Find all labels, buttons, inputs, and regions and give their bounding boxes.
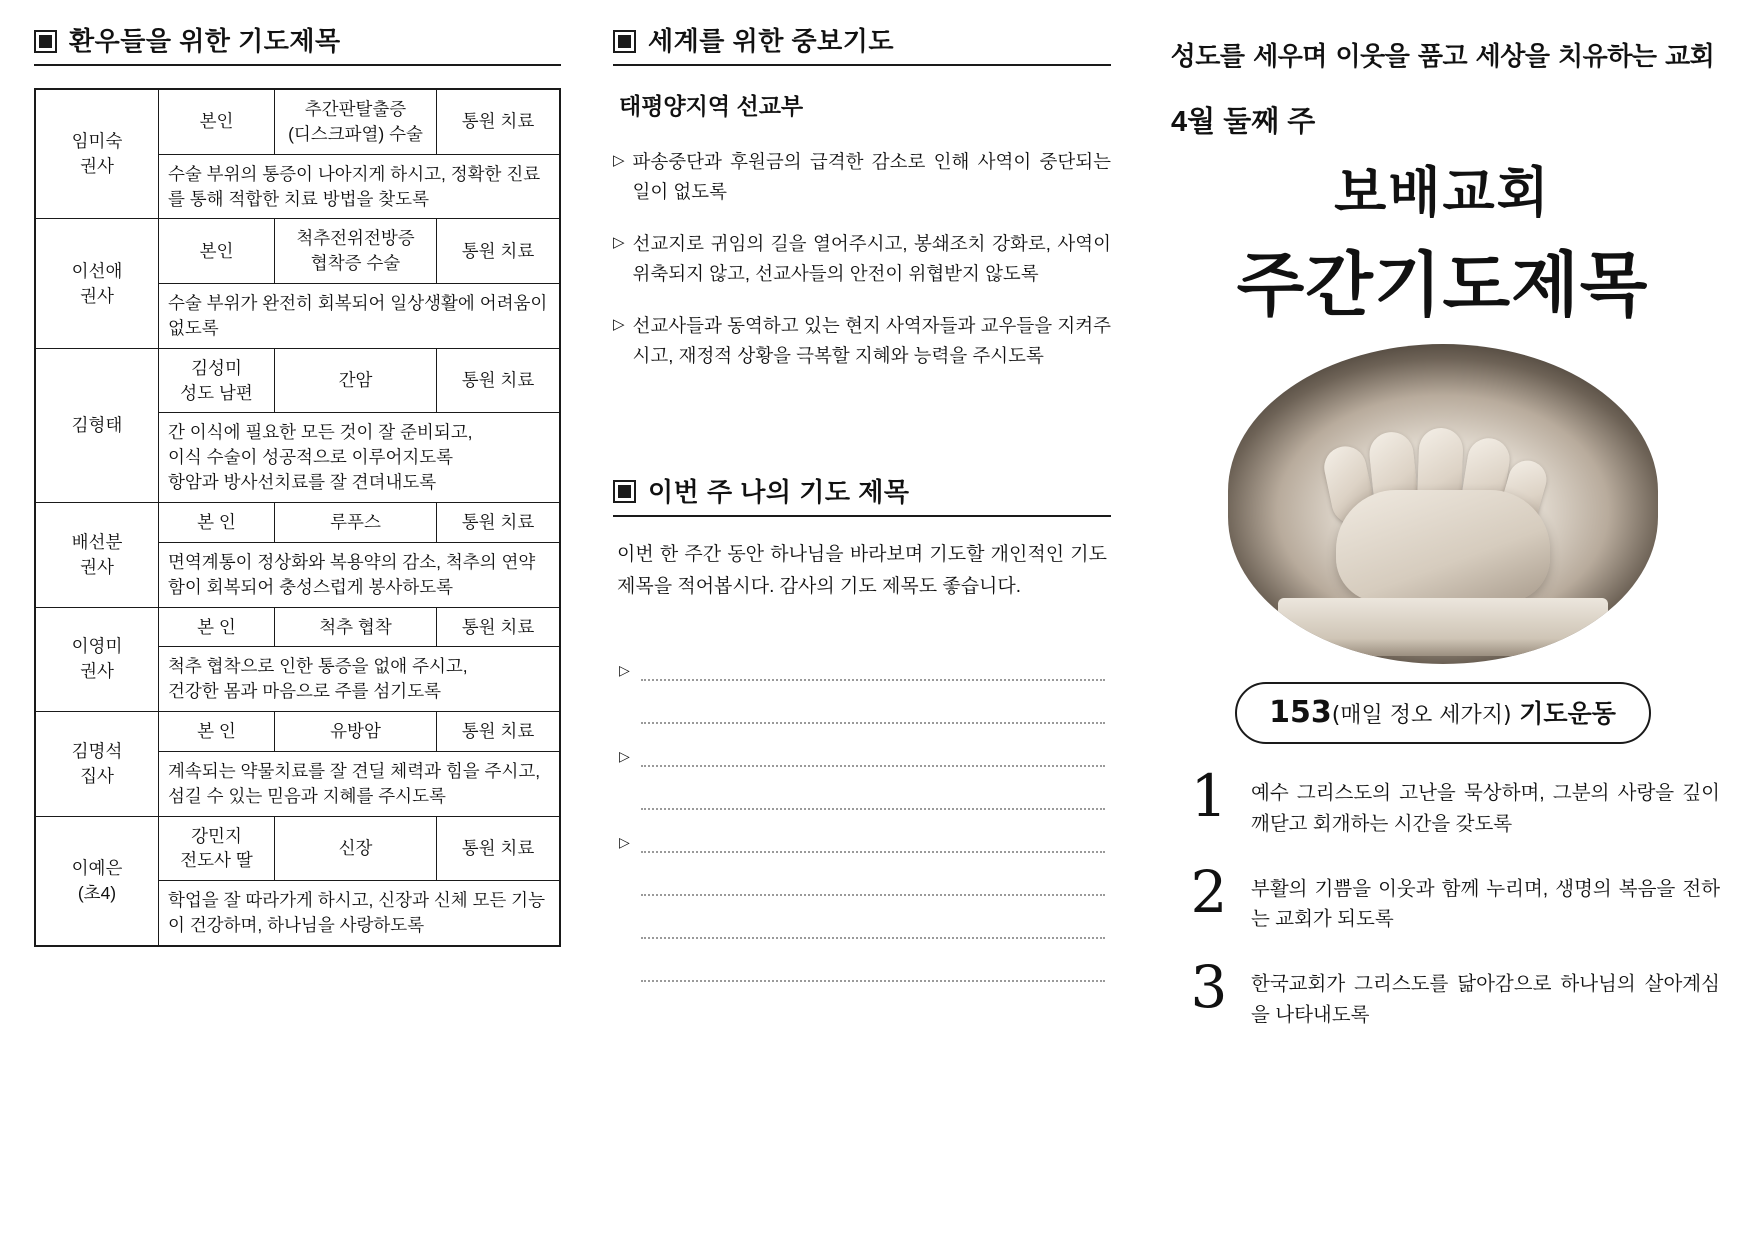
triangle-bullet-icon: ▷ xyxy=(613,315,625,333)
table-row xyxy=(35,89,560,154)
prayer-step-number: 1 xyxy=(1190,762,1228,830)
treatment-status: 통원 치료 xyxy=(437,348,561,413)
patient-name: 김명석 집사 xyxy=(35,712,159,817)
patient-name: 배선분 권사 xyxy=(35,502,159,607)
world-prayer-item xyxy=(613,147,1111,207)
prayer-detail: 면역계통이 정상화와 복용약의 감소, 척추의 연약함이 회복되어 충성스럽게 봉사하도록 xyxy=(159,542,561,607)
hands-illustration xyxy=(1318,428,1568,618)
treatment-status: 통원 치료 xyxy=(437,816,561,881)
sick-prayer-table xyxy=(34,88,561,947)
table-row xyxy=(35,502,560,542)
treatment-status: 통원 치료 xyxy=(437,89,561,154)
disease-name: 척추전위전방증 협착증 수술 xyxy=(275,219,437,284)
my-prayer-write-lines[interactable] xyxy=(619,638,1105,982)
prayer-detail: 수술 부위의 통증이 나아지게 하시고, 정확한 진료를 통해 적합한 치료 방법을 찾도록 xyxy=(159,154,561,219)
prayer-subject: 본 인 xyxy=(159,502,275,542)
prayer-subject: 본 인 xyxy=(159,712,275,752)
dotted-rule xyxy=(641,808,1105,810)
church-name: 보배교회 xyxy=(1334,161,1551,224)
dotted-rule xyxy=(641,722,1105,724)
left-column xyxy=(34,28,579,1219)
world-prayer-item xyxy=(613,229,1111,289)
prayer-subject: 본인 xyxy=(159,219,275,284)
patient-name: 김형태 xyxy=(35,348,159,502)
world-prayer-list xyxy=(613,147,1111,371)
my-prayer-heading xyxy=(613,476,1111,517)
patient-name: 이선애 권사 xyxy=(35,219,159,348)
world-prayer-subtitle: 태평양지역 선교부 xyxy=(619,93,804,119)
middle-column xyxy=(579,28,1139,1219)
write-line[interactable] xyxy=(619,681,1105,724)
badge-bold: 기도운동 xyxy=(1519,699,1616,728)
triangle-bullet-icon: ▷ xyxy=(619,834,630,851)
prayer-step xyxy=(1183,857,1720,936)
prayer-subject: 김성미 성도 남편 xyxy=(159,348,275,413)
week-label: 4월 둘째 주 xyxy=(1171,106,1316,138)
sick-prayer-table-body xyxy=(35,89,560,946)
dotted-rule xyxy=(641,851,1105,853)
praying-hands-photo xyxy=(1228,344,1658,664)
dotted-rule xyxy=(641,894,1105,896)
prayer-step-text: 예수 그리스도의 고난을 묵상하며, 그분의 사랑을 깊이 깨닫고 회개하는 시간을 갖도록 xyxy=(1251,782,1720,835)
disease-name: 신장 xyxy=(275,816,437,881)
prayer-steps-list xyxy=(1183,762,1720,1031)
palm-shape xyxy=(1336,490,1550,602)
treatment-status: 통원 치료 xyxy=(437,607,561,647)
line-spacer xyxy=(619,978,633,982)
prayer-detail: 계속되는 약물치료를 잘 견딜 체력과 힘을 주시고, 섬길 수 있는 믿음과 지혜를 주시도록 xyxy=(159,751,561,816)
prayer-detail: 학업을 잘 따라가게 하시고, 신장과 신체 모든 기능이 건강하며, 하나님을 사랑하도록 xyxy=(159,881,561,946)
treatment-status: 통원 치료 xyxy=(437,219,561,284)
patient-name: 이영미 권사 xyxy=(35,607,159,712)
line-spacer xyxy=(619,935,633,939)
prayer-step-number: 2 xyxy=(1190,857,1228,926)
prayer-detail: 척추 협착으로 인한 통증을 없애 주시고, 건강한 몸과 마음으로 주를 섬기도록 xyxy=(159,647,561,712)
disease-name: 간암 xyxy=(275,348,437,413)
prayer-step xyxy=(1183,953,1720,1031)
prayer-movement-badge xyxy=(1235,682,1651,744)
patient-name: 임미숙 권사 xyxy=(35,89,159,219)
prayer-detail: 수술 부위가 완전히 회복되어 일상생활에 어려움이 없도록 xyxy=(159,284,561,349)
prayer-subject: 본 인 xyxy=(159,607,275,647)
disease-name: 유방암 xyxy=(275,712,437,752)
dotted-rule xyxy=(641,679,1105,681)
write-line[interactable] xyxy=(619,939,1105,982)
write-line[interactable] xyxy=(619,853,1105,896)
table-row xyxy=(35,219,560,284)
sick-prayer-heading xyxy=(34,28,561,66)
disease-name: 척추 협착 xyxy=(275,607,437,647)
write-line[interactable] xyxy=(619,724,1105,767)
disease-name: 루푸스 xyxy=(275,502,437,542)
right-column xyxy=(1139,28,1728,1219)
table-row xyxy=(35,607,560,647)
write-line[interactable] xyxy=(619,638,1105,681)
my-prayer-heading-label: 이번 주 나의 기도 제목 xyxy=(648,476,910,507)
dotted-rule xyxy=(641,765,1105,767)
world-prayer-item-text: 선교지로 귀임의 길을 열어주시고, 봉쇄조치 강화로, 사역이 위축되지 않고, 선교사들의 안전이 위협받지 않도록 xyxy=(632,232,1111,284)
square-bullet-icon xyxy=(613,30,636,53)
table-row xyxy=(35,348,560,413)
disease-name: 추간판탈출증 (디스크파열) 수술 xyxy=(275,89,437,154)
line-spacer xyxy=(619,806,633,810)
prayer-step-text: 한국교회가 그리스도를 닮아감으로 하나님의 살아계심을 나타내도록 xyxy=(1251,973,1720,1026)
prayer-step xyxy=(1183,762,1720,840)
prayer-detail: 간 이식에 필요한 모든 것이 잘 준비되고, 이식 수술이 성공적으로 이루어지도록 항암과 방사선치료를 잘 견뎌내도록 xyxy=(159,413,561,503)
prayer-subject: 본인 xyxy=(159,89,275,154)
triangle-bullet-icon: ▷ xyxy=(613,152,625,169)
badge-middle: (매일 정오 세가지) xyxy=(1331,703,1512,728)
write-line[interactable] xyxy=(619,896,1105,939)
my-prayer-description: 이번 한 주간 동안 하나님을 바라보며 기도할 개인적인 기도 제목을 적어봅시다. 감사의 기도 제목도 좋습니다. xyxy=(617,543,1107,598)
badge-number: 153 xyxy=(1269,695,1332,730)
treatment-status: 통원 치료 xyxy=(437,502,561,542)
write-line[interactable] xyxy=(619,810,1105,853)
triangle-bullet-icon: ▷ xyxy=(619,748,630,765)
square-bullet-icon xyxy=(613,480,636,503)
open-book-shape xyxy=(1278,598,1608,656)
line-spacer xyxy=(619,720,633,724)
prayer-step-number: 3 xyxy=(1190,953,1228,1022)
table-row xyxy=(35,712,560,752)
square-bullet-icon xyxy=(34,30,57,53)
dotted-rule xyxy=(641,980,1105,982)
world-prayer-heading xyxy=(613,28,1111,66)
treatment-status: 통원 치료 xyxy=(437,712,561,752)
world-prayer-item-text: 선교사들과 동역하고 있는 현지 사역자들과 교우들을 지켜주시고, 재정적 상황을 극복할 지혜와 능력을 주시도록 xyxy=(632,314,1111,366)
prayer-subject: 강민지 전도사 딸 xyxy=(159,816,275,881)
world-prayer-item xyxy=(613,311,1111,371)
booklet-title: 주간기도제목 xyxy=(1236,244,1649,326)
table-row xyxy=(35,816,560,881)
church-tagline: 성도를 세우며 이웃을 품고 세상을 치유하는 교회 xyxy=(1170,42,1715,72)
prayer-step-text: 부활의 기쁨을 이웃과 함께 누리며, 생명의 복음을 전하는 교회가 되도록 xyxy=(1251,877,1720,931)
dotted-rule xyxy=(641,937,1105,939)
write-line[interactable] xyxy=(619,767,1105,810)
sick-prayer-heading-label: 환우들을 위한 기도제목 xyxy=(69,26,341,56)
triangle-bullet-icon: ▷ xyxy=(613,233,625,251)
patient-name: 이예은 (초4) xyxy=(35,816,159,946)
triangle-bullet-icon: ▷ xyxy=(619,662,630,679)
line-spacer xyxy=(619,892,633,896)
world-prayer-heading-label: 세계를 위한 중보기도 xyxy=(648,26,894,56)
world-prayer-item-text: 파송중단과 후원금의 급격한 감소로 인해 사역이 중단되는 일이 없도록 xyxy=(632,151,1111,202)
middle-spacer xyxy=(613,393,1111,479)
